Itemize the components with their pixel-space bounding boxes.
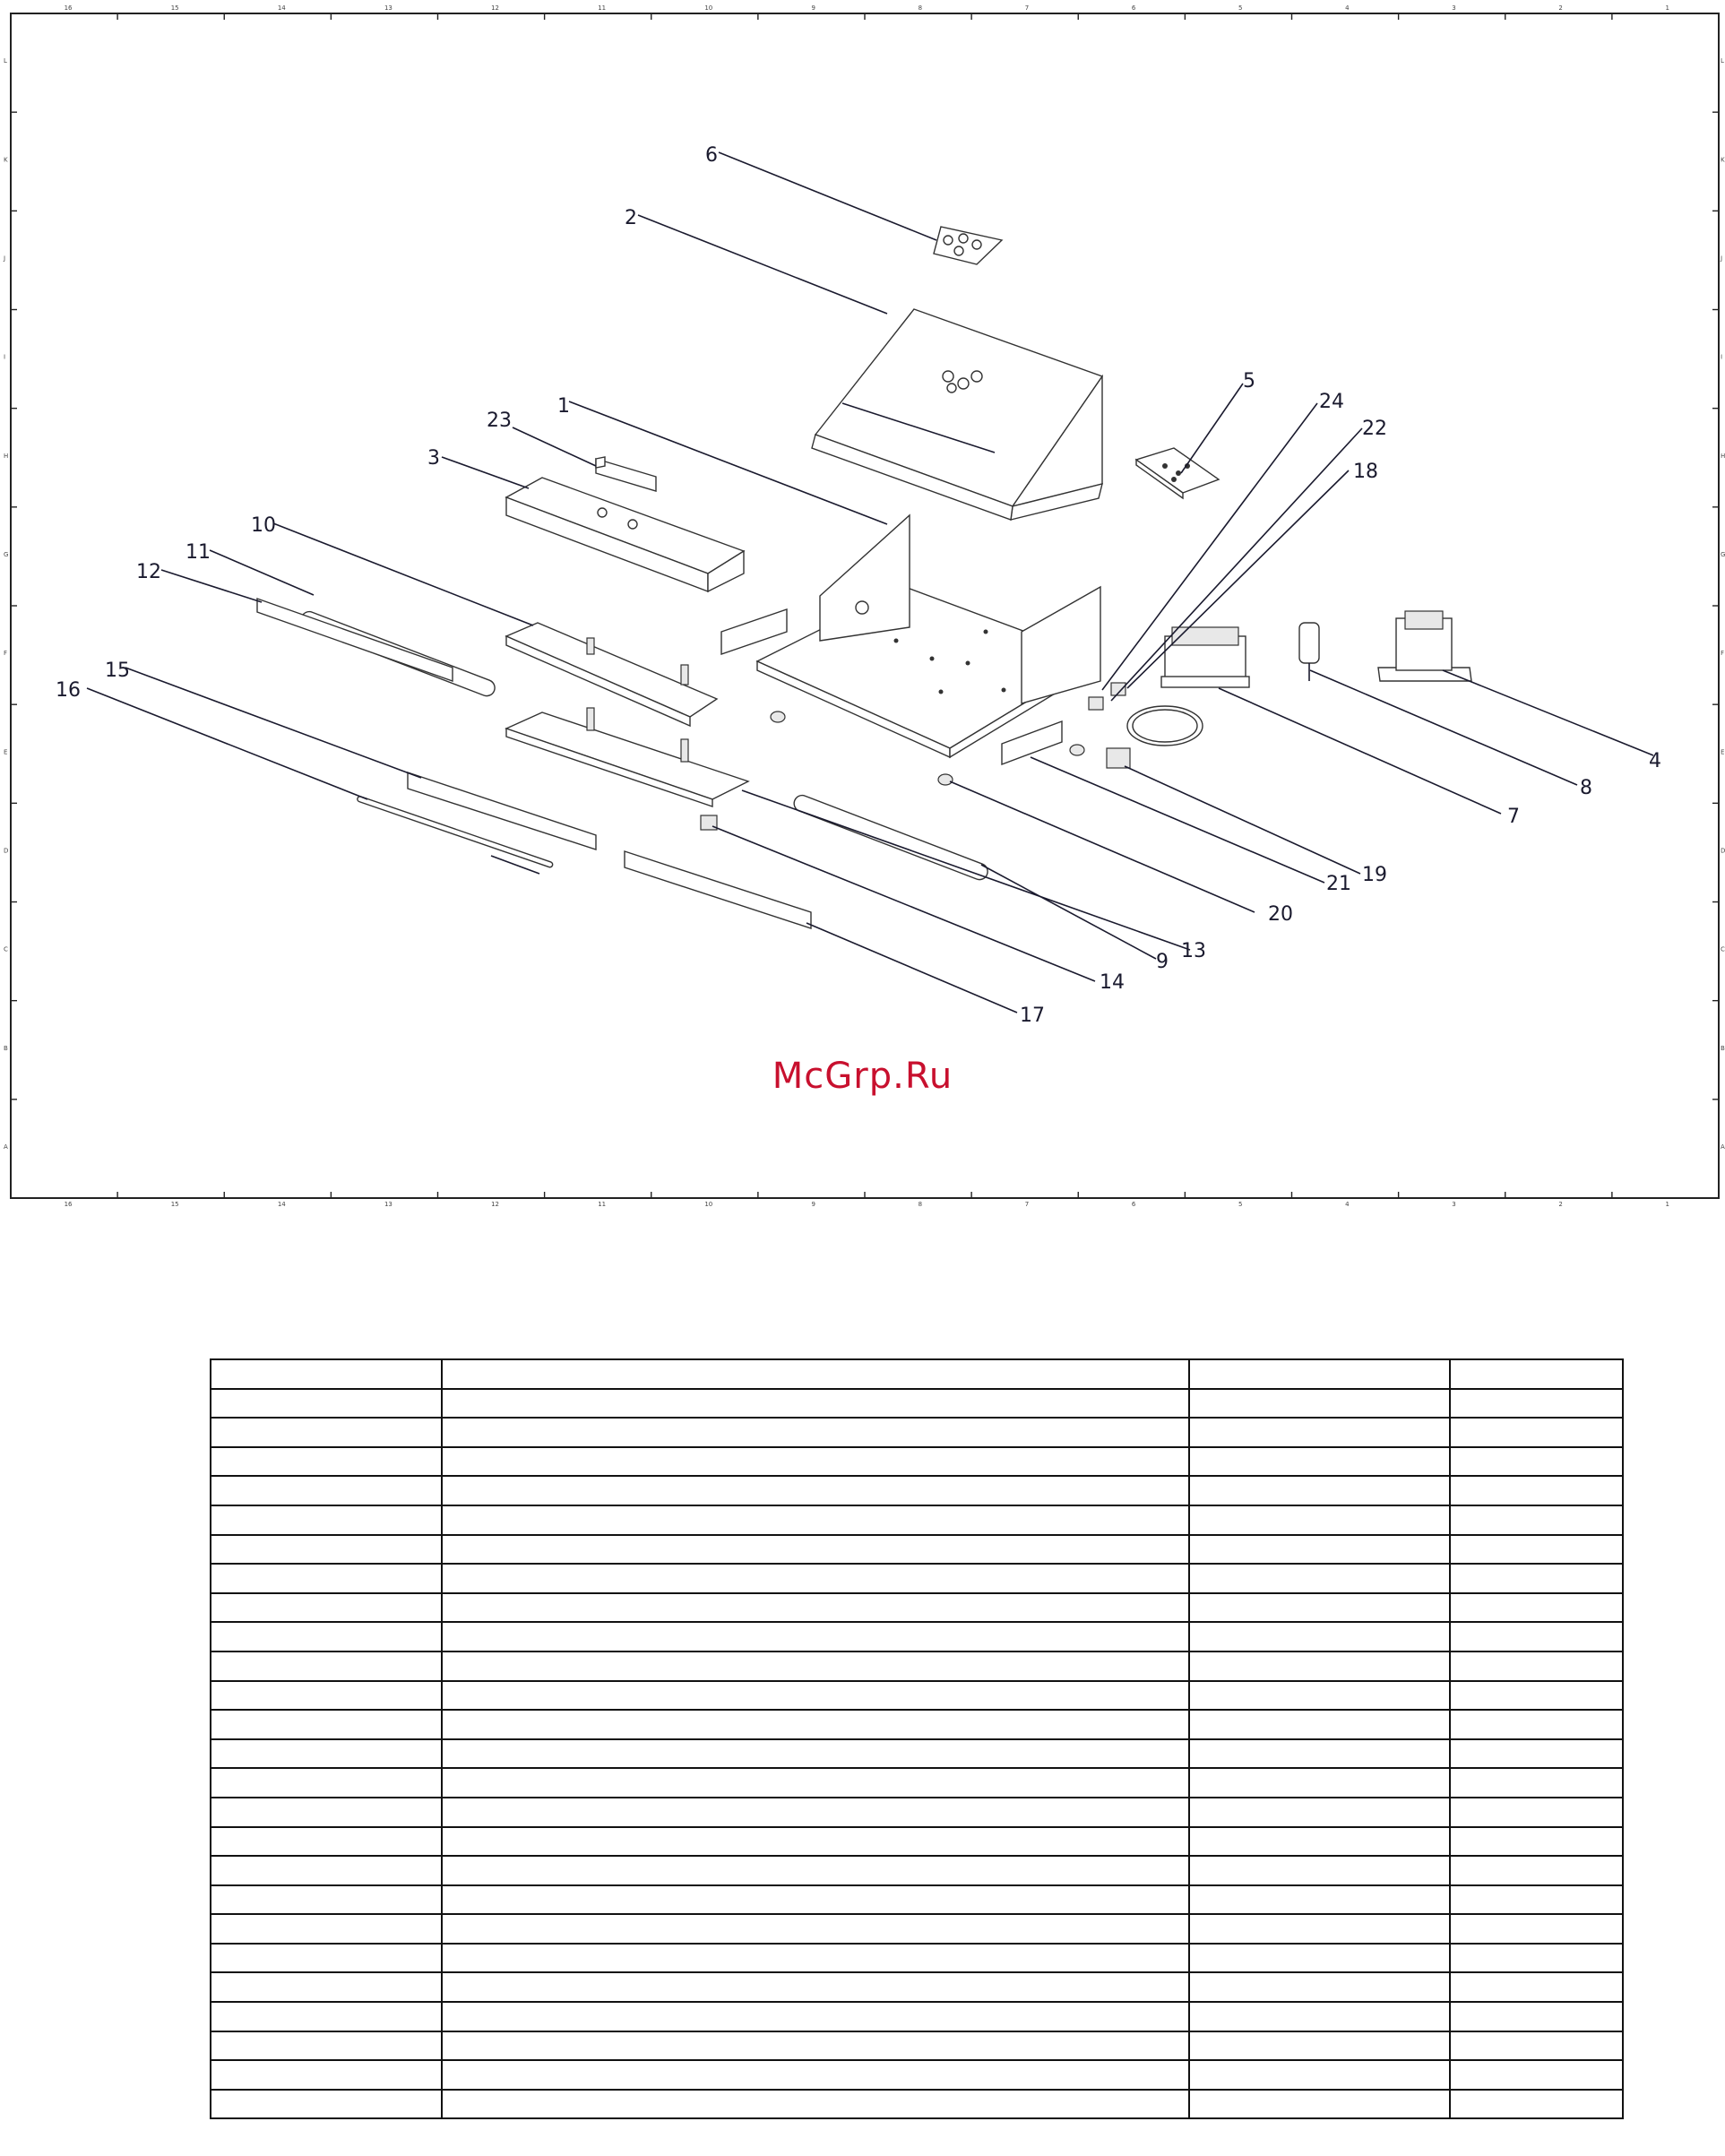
table-cell (211, 1710, 442, 1739)
table-row (211, 1622, 1623, 1651)
frame-row-label: I (4, 353, 6, 361)
frame-column-label: 7 (1024, 1201, 1030, 1208)
table-cell (1189, 1914, 1450, 1944)
frame-row-label: E (4, 748, 8, 756)
frame-column-label: 14 (277, 1201, 286, 1208)
table-cell (1450, 1622, 1623, 1651)
table-cell (211, 1447, 442, 1477)
callout-19: 19 (1362, 864, 1387, 886)
callout-17: 17 (1020, 1005, 1045, 1027)
frame-column-label: 3 (1452, 1201, 1456, 1208)
part-6-plate (934, 227, 1002, 264)
table-cell (211, 1505, 442, 1535)
callout-12: 12 (136, 561, 161, 583)
table-cell (442, 1447, 1189, 1477)
frame-column-label: 14 (277, 4, 286, 12)
table-cell (442, 1885, 1189, 1915)
table-cell (1450, 1914, 1623, 1944)
part-23-bracket (596, 457, 656, 491)
table-cell (1189, 1418, 1450, 1447)
table-row (211, 1418, 1623, 1447)
table-row (211, 1798, 1623, 1827)
frame-row-label: G (1721, 550, 1725, 558)
callout-2: 2 (625, 207, 637, 229)
table-row (211, 1768, 1623, 1798)
frame-column-label: 1 (1665, 1201, 1669, 1208)
frame-column-label: 10 (704, 4, 713, 12)
frame-column-label: 16 (64, 4, 73, 12)
table-row (211, 1447, 1623, 1477)
table-cell (1189, 1651, 1450, 1681)
table-row (211, 2060, 1623, 2090)
part-7-motor (1161, 627, 1249, 687)
table-cell (1189, 1827, 1450, 1857)
frame-column-label: 8 (918, 4, 923, 12)
table-cell (1189, 1505, 1450, 1535)
table-cell (1189, 1681, 1450, 1711)
frame-column-label: 6 (1131, 4, 1136, 12)
table-cell (1450, 1564, 1623, 1593)
frame-column-label: 15 (170, 1201, 179, 1208)
table-cell (442, 1476, 1189, 1505)
table-cell (1450, 1447, 1623, 1477)
frame-row-label: L (4, 57, 7, 65)
part-4-transformer (1378, 611, 1471, 681)
table-cell (1450, 1593, 1623, 1623)
frame-column-label: 16 (64, 1201, 73, 1208)
callout-5: 5 (1243, 370, 1255, 392)
table-cell (1189, 2060, 1450, 2090)
table-row (211, 1710, 1623, 1739)
frame-row-label: B (4, 1044, 8, 1052)
frame-column-label: 6 (1131, 1201, 1136, 1208)
part-15-bar (408, 772, 596, 849)
table-cell (442, 2060, 1189, 2090)
table-cell (1450, 1535, 1623, 1565)
table-cell (1450, 1739, 1623, 1769)
table-cell (211, 1944, 442, 1973)
frame-column-label: 2 (1558, 1201, 1563, 1208)
table-row (211, 1914, 1623, 1944)
frame-row-label: H (1721, 452, 1725, 460)
table-row (211, 1593, 1623, 1623)
table-cell (211, 1768, 442, 1798)
callout-22: 22 (1362, 418, 1387, 440)
table-cell (1450, 1798, 1623, 1827)
parts-list-table (210, 1358, 1624, 2119)
frame-column-label: 9 (811, 4, 815, 12)
table-row (211, 1681, 1623, 1711)
table-cell (1189, 1564, 1450, 1593)
table-cell (1189, 1447, 1450, 1477)
table-cell (211, 1359, 442, 1389)
table-cell (1189, 1856, 1450, 1885)
table-cell (1450, 2060, 1623, 2090)
part-16-wire-element (357, 796, 553, 874)
table-cell (442, 2031, 1189, 2061)
frame-column-label: 1 (1665, 4, 1669, 12)
table-row (211, 1944, 1623, 1973)
table-cell (211, 1476, 442, 1505)
frame-column-label: 15 (170, 4, 179, 12)
table-cell (442, 1593, 1189, 1623)
frame-row-label: F (1721, 650, 1725, 658)
table-cell (442, 1914, 1189, 1944)
table-row (211, 1476, 1623, 1505)
table-cell (1450, 1944, 1623, 1973)
table-cell (442, 1389, 1189, 1419)
part-2-top-cover (812, 309, 1102, 520)
frame-row-label: A (1721, 1143, 1725, 1151)
frame-column-label: 5 (1238, 1201, 1243, 1208)
table-cell (211, 2031, 442, 2061)
frame-row-label: G (4, 550, 9, 558)
part-9-lower-plate (506, 708, 748, 806)
table-cell (1189, 1476, 1450, 1505)
frame-column-label: 10 (704, 1201, 713, 1208)
frame-column-label: 4 (1345, 4, 1350, 12)
part-20-foot (938, 774, 953, 785)
table-cell (211, 1389, 442, 1419)
callout-13: 13 (1181, 940, 1206, 962)
table-cell (1189, 1535, 1450, 1565)
table-row (211, 1359, 1623, 1389)
table-cell (442, 1564, 1189, 1593)
frame-column-label: 5 (1238, 4, 1243, 12)
frame-row-label: F (4, 650, 8, 658)
frame-row-label: E (1721, 748, 1725, 756)
part-1-base-chassis (757, 515, 1100, 757)
table-row (211, 1651, 1623, 1681)
frame-row-label: A (4, 1143, 8, 1151)
table-row (211, 1972, 1623, 2002)
table-cell (211, 1885, 442, 1915)
table-row (211, 1535, 1623, 1565)
callout-10: 10 (251, 514, 276, 537)
table-cell (1450, 1768, 1623, 1798)
table-cell (1189, 1944, 1450, 1973)
part-bracket-left (721, 609, 787, 654)
table-row (211, 1827, 1623, 1857)
callout-23: 23 (487, 410, 512, 432)
table-cell (442, 1798, 1189, 1827)
table-cell (1189, 1710, 1450, 1739)
table-cell (1189, 2090, 1450, 2119)
table-cell (211, 1798, 442, 1827)
table-cell (211, 1914, 442, 1944)
callout-8: 8 (1580, 777, 1592, 799)
table-cell (1189, 1739, 1450, 1769)
part-17-bar (625, 851, 811, 928)
table-cell (1189, 1972, 1450, 2002)
table-cell (1450, 1972, 1623, 2002)
table-cell (1189, 1885, 1450, 1915)
table-cell (1450, 1651, 1623, 1681)
table-cell (442, 1359, 1189, 1389)
table-cell (211, 1681, 442, 1711)
table-cell (1189, 2031, 1450, 2061)
table-cell (1450, 1681, 1623, 1711)
table-row (211, 1856, 1623, 1885)
frame-row-label: L (1721, 57, 1724, 65)
table-row (211, 1739, 1623, 1769)
frame-row-label: I (1721, 353, 1723, 361)
table-cell (1450, 1885, 1623, 1915)
table-cell (1450, 1710, 1623, 1739)
callout-15: 15 (105, 660, 130, 682)
part-10-heater-assembly (506, 623, 717, 726)
table-cell (1450, 1359, 1623, 1389)
frame-column-label: 2 (1558, 4, 1563, 12)
frame-row-label: B (1721, 1044, 1725, 1052)
table-cell (442, 1739, 1189, 1769)
table-row (211, 1389, 1623, 1419)
frame-row-label: J (1721, 254, 1723, 263)
table-cell (442, 1710, 1189, 1739)
frame-row-label: J (4, 254, 6, 263)
part-foot-a (771, 711, 785, 722)
table-cell (1450, 1827, 1623, 1857)
callout-14: 14 (1100, 971, 1125, 994)
frame-column-label: 13 (384, 1201, 392, 1208)
table-cell (211, 1827, 442, 1857)
table-cell (1450, 1505, 1623, 1535)
table-cell (211, 1593, 442, 1623)
table-cell (1450, 1418, 1623, 1447)
frame-column-label: 13 (384, 4, 392, 12)
table-cell (1450, 1476, 1623, 1505)
part-22-connector (1089, 697, 1103, 710)
table-cell (211, 1418, 442, 1447)
part-19-power-cord (1107, 706, 1203, 768)
table-cell (1189, 1798, 1450, 1827)
part-foot-b (1070, 745, 1084, 755)
table-cell (1450, 2031, 1623, 2061)
callout-24: 24 (1319, 391, 1344, 413)
part-12-bar (257, 599, 453, 681)
table-cell (211, 2090, 442, 2119)
part-3-housing (506, 478, 744, 591)
frame-row-label: C (1721, 945, 1725, 953)
callout-6: 6 (705, 144, 718, 167)
frame-column-label: 4 (1345, 1201, 1350, 1208)
frame-column-label: 7 (1024, 4, 1030, 12)
watermark: McGrp.Ru (772, 1056, 953, 1097)
table-cell (1189, 1359, 1450, 1389)
table-cell (211, 2002, 442, 2031)
frame-row-label: D (1721, 847, 1725, 855)
frame-row-label: K (1721, 156, 1725, 164)
table-cell (211, 1739, 442, 1769)
table-row (211, 1564, 1623, 1593)
frame-row-label: D (4, 847, 9, 855)
callout-9: 9 (1156, 951, 1169, 973)
frame-row-label: H (4, 452, 9, 460)
table-cell (1189, 1593, 1450, 1623)
table-cell (211, 2060, 442, 2090)
table-row (211, 2090, 1623, 2119)
table-cell (1189, 1768, 1450, 1798)
table-cell (442, 1505, 1189, 1535)
table-cell (442, 2090, 1189, 2119)
table-cell (1189, 2002, 1450, 2031)
frame-column-label: 12 (491, 1201, 499, 1208)
frame-column-label: 11 (598, 4, 607, 12)
table-cell (442, 1827, 1189, 1857)
callout-21: 21 (1326, 873, 1351, 895)
table-cell (211, 1535, 442, 1565)
table-cell (1189, 1622, 1450, 1651)
callout-3: 3 (427, 447, 440, 470)
table-row (211, 2002, 1623, 2031)
table-cell (1450, 2002, 1623, 2031)
table-cell (442, 1768, 1189, 1798)
callout-4: 4 (1649, 750, 1661, 772)
callout-11: 11 (185, 541, 211, 564)
table-cell (1450, 1856, 1623, 1885)
table-cell (1189, 1389, 1450, 1419)
table-row (211, 2031, 1623, 2061)
part-5-board (1136, 448, 1219, 498)
table-cell (442, 1651, 1189, 1681)
callout-18: 18 (1353, 461, 1378, 483)
table-row (211, 1505, 1623, 1535)
table-cell (211, 1564, 442, 1593)
frame-column-label: 8 (918, 1201, 923, 1208)
callout-16: 16 (56, 679, 81, 702)
table-cell (442, 1856, 1189, 1885)
table-cell (442, 1681, 1189, 1711)
callout-7: 7 (1507, 806, 1520, 828)
table-cell (211, 1651, 442, 1681)
table-row (211, 1885, 1623, 1915)
frame-column-label: 9 (811, 1201, 815, 1208)
table-cell (442, 1972, 1189, 2002)
table-cell (442, 1622, 1189, 1651)
frame-column-label: 12 (491, 4, 499, 12)
table-cell (211, 1622, 442, 1651)
frame-column-label: 11 (598, 1201, 607, 1208)
table-cell (442, 1535, 1189, 1565)
table-cell (442, 1418, 1189, 1447)
table-cell (442, 2002, 1189, 2031)
frame-row-label: K (4, 156, 8, 164)
callout-20: 20 (1268, 903, 1293, 926)
table-cell (442, 1944, 1189, 1973)
table-cell (1450, 2090, 1623, 2119)
callout-1: 1 (557, 395, 570, 418)
table-cell (211, 1972, 442, 2002)
frame-column-label: 3 (1452, 4, 1456, 12)
table-cell (211, 1856, 442, 1885)
table-cell (1450, 1389, 1623, 1419)
frame-row-label: C (4, 945, 8, 953)
